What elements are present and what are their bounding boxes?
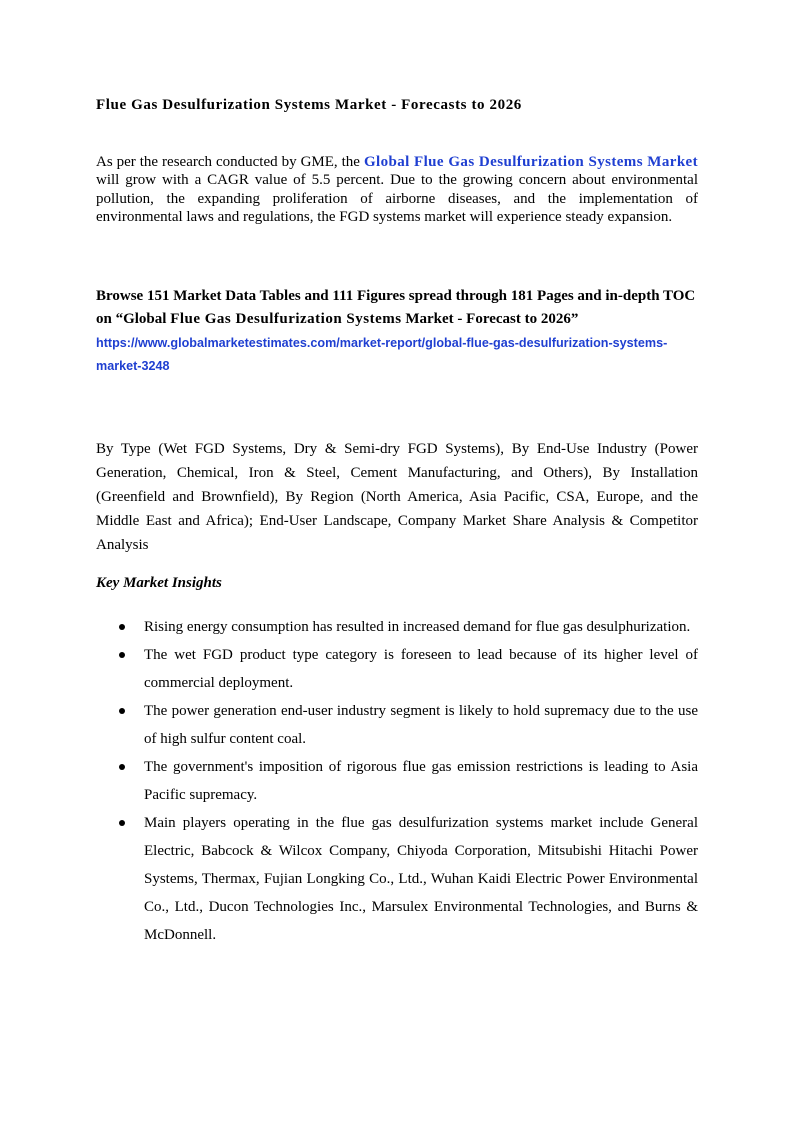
bullet-icon <box>119 764 125 770</box>
browse-paragraph <box>96 285 698 379</box>
market-link[interactable]: Global Flue Gas Desulfurization Systems Market <box>363 154 699 170</box>
list-item <box>96 697 698 753</box>
list-item <box>96 753 698 809</box>
browse-text-end: Market - Forecast to 2026” <box>401 311 579 328</box>
list-item-text: Main players operating in the flue gas desulfurization systems market include General Electric, Babcock & Wilcox Company, Chiyoda Corporation, Mitsubishi Hitachi Power Systems, Thermax, Fujian Longking Co., Ltd., Wuhan Kaidi Electric Power Environmental Co., Ltd., Ducon Technologies Inc., Marsulex Environmental Technologies, and Burns & McDonnell. <box>144 814 698 943</box>
segments-paragraph: By Type (Wet FGD Systems, Dry & Semi-dry FGD Systems), By End-Use Industry (Power Generation, Chemical, Iron & Steel, Cement Manufacturing, and Others), By Installation (Greenfield and Brownfield), By Region (North America, Asia Pacific, CSA, Europe, and the Middle East and Africa); End-User Landscape, Company Market Share Analysis & Competitor Analysis <box>96 440 698 553</box>
list-item-text: The wet FGD product type category is foreseen to lead because of its higher level of commercial deployment. <box>144 646 698 691</box>
bullet-icon <box>119 820 125 826</box>
browse-text-start: Browse 151 Market Data Tables and 111 Figures spread through 181 Pages and in-depth TOC on “Global <box>96 287 696 328</box>
intro-prefix: As per the research conducted by GME, the <box>96 154 364 170</box>
list-item-text: Rising energy consumption has resulted in increased demand for flue gas desulphurization. <box>144 618 691 635</box>
page-title: Flue Gas Desulfurization Systems Market - Forecasts to 2026 <box>96 97 522 113</box>
list-item-text: The government's imposition of rigorous flue gas emission restrictions is leading to Asia Pacific supremacy. <box>144 758 698 803</box>
list-item <box>96 641 698 697</box>
bullet-icon <box>119 624 125 630</box>
intro-suffix: will grow with a CAGR value of 5.5 percent. Due to the growing concern about environmental pollution, the expanding proliferation of airborne diseases, and the implementation of environmental laws and regulations, the FGD systems market will experience steady expansion. <box>96 172 698 226</box>
bullet-icon <box>119 652 125 658</box>
insights-list <box>96 613 698 949</box>
list-item-text: The power generation end-user industry segment is likely to hold supremacy due to the use of high sulfur content coal. <box>144 702 698 747</box>
browse-report-name: Flue Gas Desulfurization Systems <box>170 311 402 328</box>
bullet-icon <box>119 708 125 714</box>
report-url-link[interactable]: https://www.globalmarketestimates.com/market-report/global-flue-gas-desulfurization-systems-market-3248 <box>96 335 668 374</box>
key-insights-heading: Key Market Insights <box>96 574 222 591</box>
intro-paragraph <box>96 153 698 227</box>
list-item <box>96 809 698 949</box>
list-item <box>96 613 698 641</box>
document-content <box>96 95 698 949</box>
